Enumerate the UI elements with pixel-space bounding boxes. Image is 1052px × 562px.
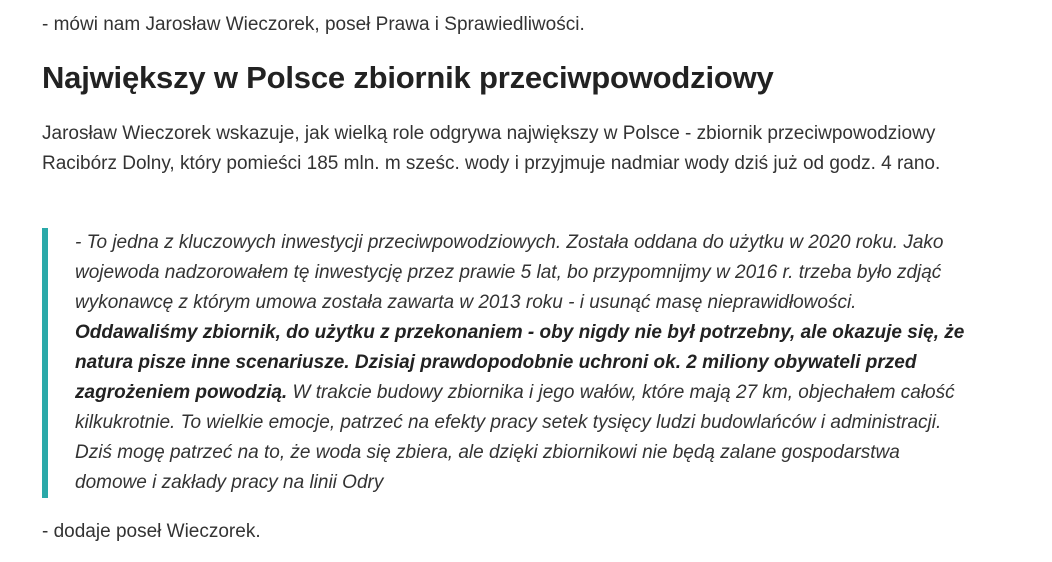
outro-paragraph: - dodaje poseł Wieczorek. bbox=[42, 521, 261, 542]
quote-bold-text: Oddawaliśmy zbiornik, do użytku z przekonaniem - oby nigdy nie był potrzebny, ale okazuje się, że natura pisze inne scenariusze. Dzisiaj prawdopodobnie uchroni ok. 2 miliony obywateli przed zagrożeniem powodzią. bbox=[75, 322, 965, 403]
quote-text-part-1: - To jedna z kluczowych inwestycji przeciwpowodziowych. Została oddana do użytku w 2020 roku. Jako wojewoda nadzorowałem tę inwestycję przez prawie 5 lat, bo przypomnijmy w 2016 r. trzeba było zdjąć wykonawcę z którym umowa została zawarta w 2013 roku - i usunąć masę nieprawidłowości. bbox=[75, 232, 944, 313]
lead-paragraph: Jarosław Wieczorek wskazuje, jak wielką role odgrywa największy w Polsce - zbiornik przeciwpowodziowy Racibórz Dolny, który pomieści 185 mln. m sześc. wody i przyjmuje nadmiar wody dziś już od godz. 4 rano. bbox=[42, 123, 941, 174]
section-heading: Największy w Polsce zbiornik przeciwpowodziowy bbox=[42, 60, 774, 95]
quote-text bbox=[75, 228, 975, 498]
quote-text-part-2: W trakcie budowy zbiornika i jego wałów, które mają 27 km, objechałem całość kilkukrotnie. To wielkie emocje, patrzeć na efekty pracy setek tysięcy ludzi budowlańców i administracji. Dziś mogę patrzeć na to, że woda się zbiera, ale dzięki zbiornikowi nie będą zalane gospodarstwa domowe i zakłady pracy na linii Odry bbox=[75, 382, 955, 493]
intro-paragraph: - mówi nam Jarosław Wieczorek, poseł Prawa i Sprawiedliwości. bbox=[42, 14, 585, 35]
blockquote bbox=[42, 228, 972, 498]
